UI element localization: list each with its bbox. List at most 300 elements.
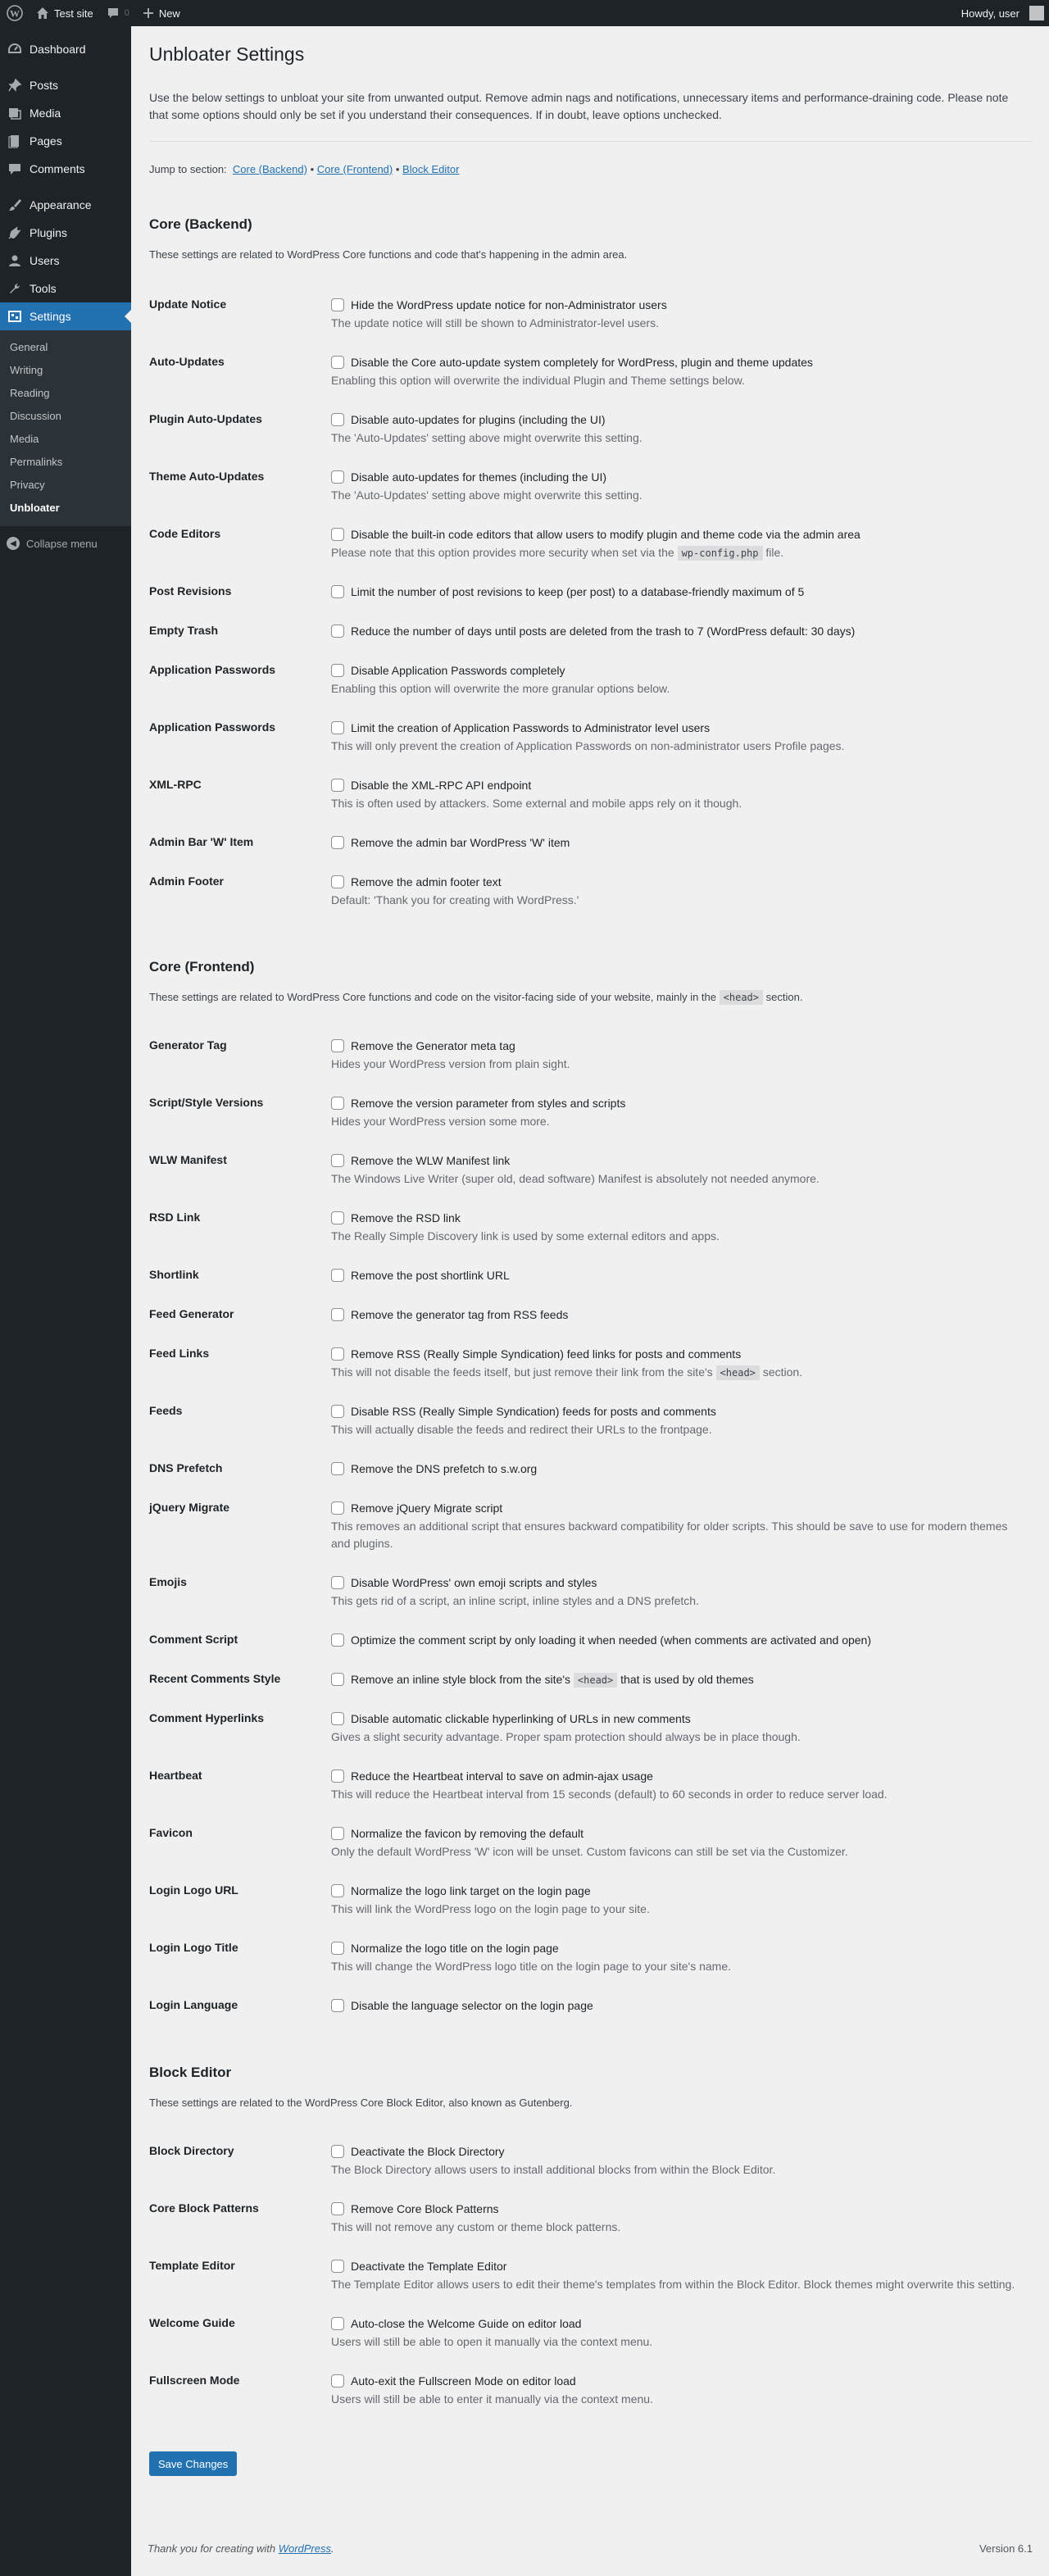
setting-label: Heartbeat bbox=[149, 1768, 202, 1782]
menu-item-users[interactable] bbox=[0, 247, 131, 275]
section-desc-editor: These settings are related to the WordPress Core Block Editor, also known as Gutenberg. bbox=[149, 2096, 573, 2109]
option-text: Remove the admin bar WordPress 'W' item bbox=[351, 835, 570, 849]
menu-label: Users bbox=[30, 254, 60, 267]
setting-label: Application Passwords bbox=[149, 720, 276, 734]
option-description: This will not remove any custom or theme block patterns. bbox=[331, 2219, 621, 2233]
checkbox-label[interactable] bbox=[331, 1346, 1033, 1363]
option-checkbox[interactable] bbox=[331, 1211, 344, 1224]
footer-wordpress-link[interactable]: WordPress bbox=[278, 2542, 331, 2555]
setting-field bbox=[331, 584, 1033, 601]
option-checkbox[interactable] bbox=[331, 1405, 344, 1418]
checkbox-label[interactable] bbox=[331, 720, 1033, 737]
option-checkbox[interactable] bbox=[331, 2260, 344, 2273]
account-menu[interactable] bbox=[955, 0, 1049, 26]
menu-item-settings[interactable] bbox=[0, 302, 131, 330]
menu-label: Appearance bbox=[30, 198, 92, 211]
option-text: Auto-close the Welcome Guide on editor load bbox=[351, 2316, 582, 2330]
checkbox-label[interactable] bbox=[331, 1883, 1033, 1900]
setting-label: Generator Tag bbox=[149, 1038, 227, 1052]
comment-bubble-icon bbox=[107, 7, 120, 20]
checkbox-label[interactable] bbox=[331, 469, 1033, 486]
option-text: Optimize the comment script by only loading it when needed (when comments are activated and open) bbox=[351, 1633, 872, 1647]
checkbox-label[interactable] bbox=[331, 1038, 1033, 1055]
setting-field bbox=[331, 834, 1033, 852]
option-checkbox[interactable] bbox=[331, 1462, 344, 1475]
menu-label: Dashboard bbox=[30, 43, 86, 56]
setting-field bbox=[331, 662, 1033, 697]
option-checkbox[interactable] bbox=[331, 664, 344, 677]
option-text: Disable Application Passwords completely bbox=[351, 663, 565, 677]
option-text: Deactivate the Template Editor bbox=[351, 2259, 507, 2273]
checkbox-label[interactable] bbox=[331, 662, 1033, 679]
option-checkbox[interactable] bbox=[331, 1673, 344, 1686]
checkbox-label[interactable] bbox=[331, 2258, 1033, 2275]
setting-field bbox=[331, 623, 1033, 640]
setting-label: Login Logo Title bbox=[149, 1940, 238, 1954]
option-text: Remove the WLW Manifest link bbox=[351, 1153, 511, 1167]
setting-row bbox=[149, 2299, 1033, 2356]
option-checkbox[interactable] bbox=[331, 1308, 344, 1321]
setting-row bbox=[149, 1290, 1033, 1329]
option-description: The Block Directory allows users to install additional blocks from within the Block Editor. bbox=[331, 2162, 776, 2176]
admin-sidebar bbox=[0, 26, 131, 2576]
menu-label: Plugins bbox=[30, 226, 67, 239]
option-text: Disable WordPress' own emoji scripts and styles bbox=[351, 1575, 597, 1589]
setting-field bbox=[331, 1500, 1033, 1552]
setting-label: Favicon bbox=[149, 1825, 193, 1839]
submenu-unbloater[interactable]: Unbloater bbox=[10, 502, 60, 514]
menu-item-tools[interactable] bbox=[0, 275, 131, 302]
save-changes-button[interactable]: Save Changes bbox=[149, 2451, 237, 2476]
option-description bbox=[331, 544, 1023, 561]
option-description: This removes an additional script that ensures backward compatibility for older scripts. This should be save to use for modern themes and plugins. bbox=[331, 1519, 1008, 1550]
submenu-writing[interactable]: Writing bbox=[10, 364, 43, 376]
setting-row bbox=[149, 567, 1033, 607]
wordpress-logo[interactable] bbox=[0, 0, 30, 26]
option-text: Limit the number of post revisions to keep (per post) to a database-friendly maximum of 5 bbox=[351, 584, 805, 598]
site-name-link[interactable] bbox=[30, 0, 100, 26]
page-title: Unbloater Settings bbox=[149, 43, 305, 65]
setting-row bbox=[149, 1136, 1033, 1193]
option-checkbox[interactable] bbox=[331, 528, 344, 541]
desc-text-post: file. bbox=[765, 545, 784, 559]
wrench-icon bbox=[7, 280, 23, 297]
home-icon bbox=[36, 7, 49, 20]
option-text: Reduce the number of days until posts are deleted from the trash to 7 (WordPress default: 30 days) bbox=[351, 624, 856, 638]
setting-field bbox=[331, 1267, 1033, 1284]
option-description: This will actually disable the feeds and redirect their URLs to the frontpage. bbox=[331, 1422, 712, 1436]
setting-label: Core Block Patterns bbox=[149, 2201, 259, 2215]
submenu-discussion[interactable]: Discussion bbox=[10, 410, 61, 422]
checkbox-label[interactable] bbox=[331, 1095, 1033, 1112]
checkbox-label[interactable] bbox=[331, 1711, 1033, 1728]
settings-table-backend bbox=[149, 280, 1033, 915]
setting-label: Recent Comments Style bbox=[149, 1671, 281, 1685]
option-checkbox[interactable] bbox=[331, 2374, 344, 2387]
menu-item-dashboard[interactable] bbox=[0, 35, 131, 63]
option-text: Normalize the logo link target on the login page bbox=[351, 1883, 591, 1897]
option-checkbox[interactable] bbox=[331, 1039, 344, 1052]
setting-row bbox=[149, 1329, 1033, 1387]
option-description: Hides your WordPress version some more. bbox=[331, 1114, 550, 1128]
setting-label: Update Notice bbox=[149, 297, 227, 311]
setting-row bbox=[149, 1251, 1033, 1290]
setting-row bbox=[149, 1655, 1033, 1694]
setting-label: jQuery Migrate bbox=[149, 1500, 230, 1514]
new-content-link[interactable] bbox=[136, 0, 187, 26]
setting-field bbox=[331, 411, 1033, 447]
setting-field bbox=[331, 874, 1033, 909]
setting-field bbox=[331, 720, 1033, 755]
option-description: The Template Editor allows users to edit their theme's templates from within the Block Editor. Block themes might overwrite this setting. bbox=[331, 2277, 1015, 2291]
setting-label: Comment Hyperlinks bbox=[149, 1711, 265, 1724]
setting-label: Code Editors bbox=[149, 526, 221, 540]
setting-label: Auto-Updates bbox=[149, 354, 225, 368]
setting-field bbox=[331, 354, 1033, 389]
desc-text: section. bbox=[765, 990, 803, 1003]
option-text: Reduce the Heartbeat interval to save on admin-ajax usage bbox=[351, 1769, 653, 1783]
setting-label: Post Revisions bbox=[149, 584, 232, 597]
setting-label: Shortlink bbox=[149, 1267, 199, 1281]
option-checkbox[interactable] bbox=[331, 470, 344, 484]
wordpress-logo-icon bbox=[7, 5, 23, 21]
option-text: Disable the built-in code editors that allow users to modify plugin and theme code via the admin area bbox=[351, 527, 861, 541]
section-desc-backend: These settings are related to WordPress Core functions and code that's happening in the admin area. bbox=[149, 248, 628, 261]
setting-row bbox=[149, 1924, 1033, 1981]
option-checkbox[interactable] bbox=[331, 779, 344, 792]
setting-row bbox=[149, 1483, 1033, 1558]
checkbox-label[interactable] bbox=[331, 2143, 1033, 2160]
dashboard-icon bbox=[7, 41, 23, 57]
option-description: This will reduce the Heartbeat interval from 15 seconds (default) to 60 seconds in order to reduce server load. bbox=[331, 1787, 888, 1801]
setting-label: DNS Prefetch bbox=[149, 1461, 223, 1474]
svg-text:W: W bbox=[10, 7, 20, 20]
admin-footer bbox=[148, 2542, 1033, 2555]
setting-field bbox=[331, 1403, 1033, 1438]
option-description: Enabling this option will overwrite the more granular options below. bbox=[331, 681, 670, 695]
setting-field bbox=[331, 2201, 1033, 2236]
checkbox-label[interactable] bbox=[331, 874, 1033, 891]
divider bbox=[149, 141, 1033, 142]
option-description: Enabling this option will overwrite the individual Plugin and Theme settings below. bbox=[331, 373, 745, 387]
option-text: Remove the DNS prefetch to s.w.org bbox=[351, 1461, 538, 1475]
setting-row bbox=[149, 2184, 1033, 2242]
checkbox-label[interactable] bbox=[331, 1574, 1033, 1592]
setting-field bbox=[331, 777, 1033, 812]
submenu-media[interactable]: Media bbox=[10, 433, 39, 445]
option-text: Disable auto-updates for themes (including the UI) bbox=[351, 470, 607, 484]
option-checkbox[interactable] bbox=[331, 625, 344, 638]
setting-row bbox=[149, 1809, 1033, 1866]
avatar bbox=[1029, 6, 1044, 20]
option-description: The Really Simple Discovery link is used by some external editors and apps. bbox=[331, 1229, 720, 1243]
setting-field bbox=[331, 1095, 1033, 1130]
option-text: Disable RSS (Really Simple Syndication) feeds for posts and comments bbox=[351, 1404, 716, 1418]
option-text: Limit the creation of Application Passwords to Administrator level users bbox=[351, 720, 711, 734]
menu-item-appearance[interactable] bbox=[0, 191, 131, 219]
option-text: Disable auto-updates for plugins (including the UI) bbox=[351, 412, 606, 426]
setting-label: Block Directory bbox=[149, 2143, 234, 2157]
checkbox-label[interactable] bbox=[331, 623, 1033, 640]
option-checkbox[interactable] bbox=[331, 1154, 344, 1167]
setting-row bbox=[149, 452, 1033, 510]
settings-table-frontend bbox=[149, 1021, 1033, 2020]
option-checkbox[interactable] bbox=[331, 1999, 344, 2012]
checkbox-label[interactable] bbox=[331, 354, 1033, 371]
menu-item-pages[interactable] bbox=[0, 127, 131, 155]
setting-field bbox=[331, 1768, 1033, 1803]
setting-field bbox=[331, 526, 1033, 561]
setting-label: Comment Script bbox=[149, 1632, 238, 1646]
option-description: The 'Auto-Updates' setting above might overwrite this setting. bbox=[331, 488, 643, 502]
setting-field bbox=[331, 1997, 1033, 2015]
setting-field bbox=[331, 1038, 1033, 1073]
checkbox-label[interactable] bbox=[331, 1825, 1033, 1842]
option-checkbox[interactable] bbox=[331, 875, 344, 888]
footer-thanks-text: Thank you for creating with bbox=[148, 2542, 276, 2555]
menu-item-posts[interactable] bbox=[0, 71, 131, 99]
checkbox-label[interactable] bbox=[331, 1461, 1033, 1478]
setting-row bbox=[149, 1558, 1033, 1615]
menu-label: Settings bbox=[30, 310, 71, 323]
comments-link[interactable] bbox=[100, 0, 136, 26]
checkbox-label[interactable] bbox=[331, 1267, 1033, 1284]
plug-icon bbox=[7, 225, 23, 241]
jump-link-backend[interactable]: Core (Backend) bbox=[232, 162, 307, 175]
setting-row bbox=[149, 2242, 1033, 2299]
setting-field bbox=[331, 1306, 1033, 1324]
settings-submenu bbox=[0, 330, 131, 526]
setting-row bbox=[149, 280, 1033, 338]
option-text: Disable the Core auto-update system completely for WordPress, plugin and theme updates bbox=[351, 355, 813, 369]
checkbox-label[interactable] bbox=[331, 2315, 1033, 2333]
option-description: Default: 'Thank you for creating with WordPress.' bbox=[331, 893, 579, 906]
comment-icon bbox=[7, 161, 23, 177]
checkbox-label[interactable] bbox=[331, 1403, 1033, 1420]
menu-item-comments[interactable] bbox=[0, 155, 131, 183]
checkbox-label[interactable] bbox=[331, 834, 1033, 852]
section-title-frontend: Core (Frontend) bbox=[149, 958, 255, 975]
section-title-backend: Core (Backend) bbox=[149, 216, 252, 232]
option-checkbox[interactable] bbox=[331, 298, 344, 311]
jump-label: Jump to section: bbox=[149, 162, 227, 175]
setting-field bbox=[331, 1632, 1033, 1649]
option-code: <head> bbox=[574, 1673, 617, 1688]
setting-row bbox=[149, 1193, 1033, 1251]
setting-label: Template Editor bbox=[149, 2258, 235, 2272]
option-text: Deactivate the Block Directory bbox=[351, 2144, 505, 2158]
setting-row bbox=[149, 646, 1033, 703]
howdy-text: Howdy, user bbox=[960, 7, 1019, 20]
checkbox-label[interactable] bbox=[331, 1306, 1033, 1324]
setting-row bbox=[149, 1981, 1033, 2020]
option-checkbox[interactable] bbox=[331, 836, 344, 849]
setting-field bbox=[331, 1210, 1033, 1245]
checkbox-label[interactable] bbox=[331, 1671, 1033, 1688]
option-text: Remove Core Block Patterns bbox=[351, 2201, 499, 2215]
setting-row bbox=[149, 2127, 1033, 2184]
option-description: Only the default WordPress 'W' icon will be unset. Custom favicons can still be set via the Customizer. bbox=[331, 1844, 848, 1858]
setting-label: Plugin Auto-Updates bbox=[149, 411, 262, 425]
submenu-permalinks[interactable]: Permalinks bbox=[10, 456, 63, 468]
option-text: Normalize the logo title on the login page bbox=[351, 1941, 559, 1955]
menu-label: Pages bbox=[30, 134, 62, 148]
option-text: Remove the admin footer text bbox=[351, 875, 502, 888]
checkbox-label[interactable] bbox=[331, 584, 1033, 601]
jump-separator: • bbox=[310, 162, 315, 175]
option-checkbox[interactable] bbox=[331, 1827, 344, 1840]
setting-row bbox=[149, 395, 1033, 452]
setting-row bbox=[149, 1444, 1033, 1483]
menu-item-plugins[interactable] bbox=[0, 219, 131, 247]
option-description: The update notice will still be shown to Administrator-level users. bbox=[331, 316, 659, 329]
option-checkbox[interactable] bbox=[331, 1097, 344, 1110]
setting-label: Login Language bbox=[149, 1997, 238, 2011]
checkbox-label[interactable] bbox=[331, 2373, 1033, 2390]
option-text: Normalize the favicon by removing the default bbox=[351, 1826, 584, 1840]
checkbox-label[interactable] bbox=[331, 1210, 1033, 1227]
option-checkbox[interactable] bbox=[331, 585, 344, 598]
settings-icon bbox=[7, 308, 23, 325]
checkbox-label[interactable] bbox=[331, 1500, 1033, 1517]
footer-version: Version 6.1 bbox=[979, 2542, 1033, 2555]
checkbox-label[interactable] bbox=[331, 297, 1033, 314]
option-text: Remove the RSD link bbox=[351, 1211, 461, 1224]
jump-link-frontend[interactable]: Core (Frontend) bbox=[316, 162, 393, 175]
jump-link-editor[interactable]: Block Editor bbox=[402, 162, 460, 175]
setting-row bbox=[149, 818, 1033, 857]
jump-separator: • bbox=[395, 162, 400, 175]
option-checkbox[interactable] bbox=[331, 1502, 344, 1515]
option-checkbox[interactable] bbox=[331, 356, 344, 369]
option-checkbox[interactable] bbox=[331, 2145, 344, 2158]
option-checkbox[interactable] bbox=[331, 1942, 344, 1955]
checkbox-label[interactable] bbox=[331, 411, 1033, 429]
setting-label: Admin Footer bbox=[149, 874, 224, 888]
option-description: The Windows Live Writer (super old, dead software) Manifest is absolutely not needed anymore. bbox=[331, 1171, 820, 1185]
option-description: This gets rid of a script, an inline script, inline styles and a DNS prefetch. bbox=[331, 1593, 699, 1607]
option-text: Remove the version parameter from styles and scripts bbox=[351, 1096, 626, 1110]
setting-field bbox=[331, 2315, 1033, 2351]
setting-row bbox=[149, 761, 1033, 818]
option-description: This will change the WordPress logo title on the login page to your site's name. bbox=[331, 1959, 732, 1973]
main-content bbox=[131, 26, 1049, 2476]
option-checkbox[interactable] bbox=[331, 2317, 344, 2330]
setting-label: Empty Trash bbox=[149, 623, 219, 637]
setting-field bbox=[331, 2258, 1033, 2293]
pin-icon bbox=[7, 77, 23, 93]
setting-row bbox=[149, 857, 1033, 915]
intro-text: Use the below settings to unbloat your site from unwanted output. Remove admin nags and notifications, unnecessary items and performance-draining code. Please note that some options should only be set if you understand their consequences. If in doubt, leave options unchecked. bbox=[149, 90, 1009, 121]
menu-item-media[interactable] bbox=[0, 99, 131, 127]
checkbox-label[interactable] bbox=[331, 1940, 1033, 1957]
setting-row bbox=[149, 338, 1033, 395]
desc-text-post: section. bbox=[762, 1365, 803, 1379]
option-text: Remove the generator tag from RSS feeds bbox=[351, 1307, 569, 1321]
checkbox-label[interactable] bbox=[331, 526, 1033, 543]
option-description: The 'Auto-Updates' setting above might overwrite this setting. bbox=[331, 430, 643, 444]
option-text: Disable automatic clickable hyperlinking of URLs in new comments bbox=[351, 1711, 691, 1725]
setting-field bbox=[331, 1671, 1033, 1688]
option-checkbox[interactable] bbox=[331, 2202, 344, 2215]
option-checkbox[interactable] bbox=[331, 1269, 344, 1282]
setting-label: Theme Auto-Updates bbox=[149, 469, 265, 483]
desc-text: These settings are related to WordPress Core functions and code on the visitor-facing side of your website, mainly in the bbox=[149, 990, 717, 1003]
admin-bar bbox=[0, 0, 1049, 26]
option-text-post: that is used by old themes bbox=[620, 1672, 754, 1686]
section-desc-frontend bbox=[149, 991, 1033, 1003]
setting-field bbox=[331, 1574, 1033, 1610]
submenu-reading[interactable]: Reading bbox=[10, 387, 50, 399]
option-checkbox[interactable] bbox=[331, 1347, 344, 1361]
footer-period: . bbox=[331, 2542, 334, 2555]
setting-row bbox=[149, 1866, 1033, 1924]
collapse-arrow-icon: ◀ bbox=[7, 537, 20, 550]
section-title-editor: Block Editor bbox=[149, 2064, 232, 2080]
checkbox-label[interactable] bbox=[331, 777, 1033, 794]
checkbox-label[interactable] bbox=[331, 1997, 1033, 2015]
checkbox-label[interactable] bbox=[331, 1768, 1033, 1785]
desc-code: <head> bbox=[720, 990, 763, 1005]
option-description: This will link the WordPress logo on the login page to your site. bbox=[331, 1901, 650, 1915]
option-checkbox[interactable] bbox=[331, 413, 344, 426]
collapse-label: Collapse menu bbox=[26, 537, 98, 550]
checkbox-label[interactable] bbox=[331, 1152, 1033, 1170]
collapse-menu-button[interactable] bbox=[0, 529, 131, 557]
setting-label: WLW Manifest bbox=[149, 1152, 227, 1166]
desc-text-pre: Please note that this option provides more security when set via the bbox=[331, 545, 674, 559]
setting-label: Login Logo URL bbox=[149, 1883, 238, 1897]
option-checkbox[interactable] bbox=[331, 1576, 344, 1589]
setting-field bbox=[331, 1461, 1033, 1478]
submenu-general[interactable]: General bbox=[10, 341, 48, 353]
menu-label: Comments bbox=[30, 162, 85, 175]
option-checkbox[interactable] bbox=[331, 1884, 344, 1897]
checkbox-label[interactable] bbox=[331, 1632, 1033, 1649]
option-description: Users will still be able to open it manually via the context menu. bbox=[331, 2334, 653, 2348]
option-text: Hide the WordPress update notice for non-Administrator users bbox=[351, 298, 667, 311]
option-checkbox[interactable] bbox=[331, 721, 344, 734]
option-description: Users will still be able to enter it manually via the context menu. bbox=[331, 2392, 653, 2406]
user-icon bbox=[7, 252, 23, 269]
setting-label: Feeds bbox=[149, 1403, 183, 1417]
option-checkbox[interactable] bbox=[331, 1633, 344, 1647]
comments-count: 0 bbox=[124, 8, 129, 18]
option-description: This will only prevent the creation of Application Passwords on non-administrator users Profile pages. bbox=[331, 738, 845, 752]
desc-code: <head> bbox=[716, 1365, 760, 1380]
setting-label: Emojis bbox=[149, 1574, 187, 1588]
brush-icon bbox=[7, 197, 23, 213]
option-checkbox[interactable] bbox=[331, 1712, 344, 1725]
option-text: Auto-exit the Fullscreen Mode on editor load bbox=[351, 2374, 576, 2387]
option-checkbox[interactable] bbox=[331, 1770, 344, 1783]
option-description: Gives a slight security advantage. Proper spam protection should always be in place though. bbox=[331, 1729, 801, 1743]
submenu-privacy[interactable]: Privacy bbox=[10, 479, 45, 491]
setting-row bbox=[149, 510, 1033, 567]
plus-icon bbox=[143, 7, 154, 19]
setting-row bbox=[149, 1751, 1033, 1809]
setting-field bbox=[331, 2143, 1033, 2178]
menu-label: Media bbox=[30, 107, 61, 120]
setting-field bbox=[331, 1152, 1033, 1188]
setting-field bbox=[331, 1711, 1033, 1746]
checkbox-label[interactable] bbox=[331, 2201, 1033, 2218]
setting-field bbox=[331, 2373, 1033, 2408]
setting-row bbox=[149, 1615, 1033, 1655]
setting-row bbox=[149, 1387, 1033, 1444]
setting-label: Admin Bar 'W' Item bbox=[149, 834, 254, 848]
setting-label: XML-RPC bbox=[149, 777, 202, 791]
